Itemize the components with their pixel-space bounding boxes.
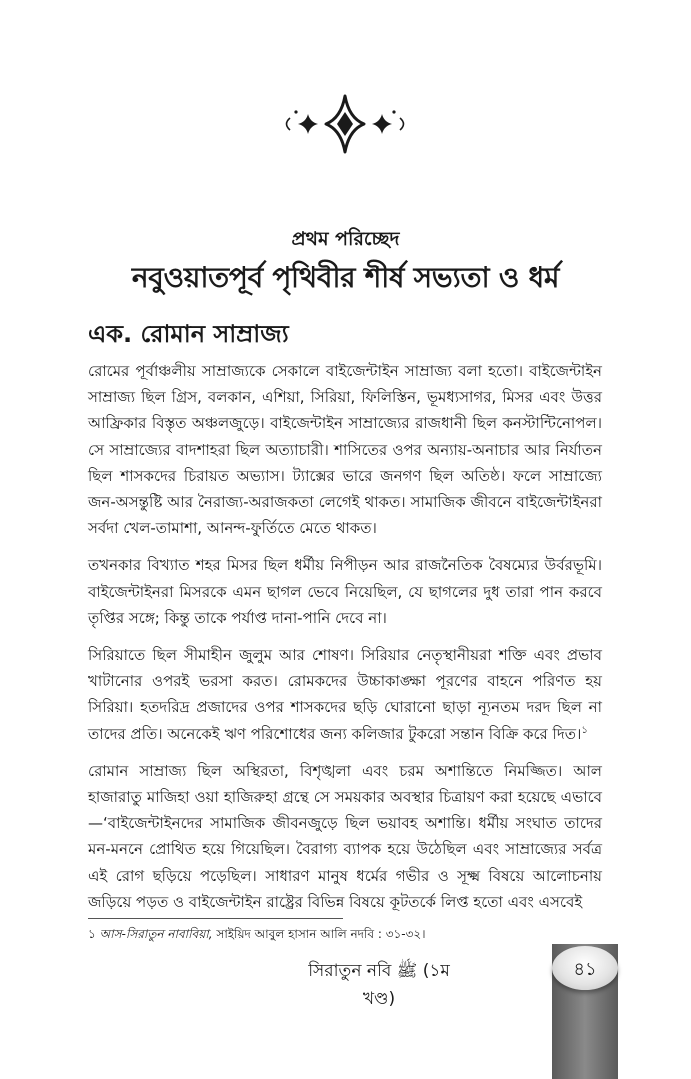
chapter-title: নবুওয়াতপূর্ব পৃথিবীর শীর্ষ সভ্যতা ও ধর্ম <box>131 261 560 294</box>
diamond-ornament-icon <box>270 92 420 156</box>
page-number: ৪১ <box>573 959 597 980</box>
section-heading: এক. রোমান সাম্রাজ্য <box>88 320 289 348</box>
paragraph-1: রোমের পূর্বাঞ্চলীয় সাম্রাজ্যকে সেকালে বাইজেন্টাইন সাম্রাজ্য বলা হতো। বাইজেন্টাইন সাম্রাজ্য ছিল গ্রিস, বলকান, এশিয়া, সিরিয়া, ফিলিস্তিন, ভূমধ্যসাগর, মিসর এবং উত্তর আফ্রিকার বিস্তৃত অঞ্চলজুড়ে। বাইজেন্টাইন সাম্রাজ্যের রাজধানী ছিল কনস্টান্টিনোপল। সে সাম্রাজ্যের বাদশাহরা ছিল অত্যাচারী। শাসিতের ওপর অন্যায়-অনাচার আর নির্যাতন ছিল শাসকদের চিরায়ত অভ্যাস। ট্যাক্সের ভারে জনগণ ছিল অতিষ্ঠ। ফলে সাম্রাজ্যে জন-অসন্তুষ্টি আর নৈরাজ্য-অরাজকতা লেগেই থাকত। সামাজিক জীবনে বাইজেন্টাইনরা সর্বদা খেল-তামাশা, আনন্দ-ফুর্তিতে মেতে থাকত। <box>88 362 602 538</box>
footnote-rest: সাইয়িদ আবুল হাসান আলি নদবি : ৩১-৩২। <box>212 927 426 941</box>
body-text <box>88 358 602 926</box>
chapter-label: প্রথম পরিচ্ছেদ <box>291 228 400 250</box>
footnote-number: ১ <box>88 927 96 941</box>
paragraph-4: রোমান সাম্রাজ্য ছিল অস্থিরতা, বিশৃঙ্খলা এবং চরম অশান্তিতে নিমজ্জিত। আল হাজারাতু মাজিহা ওয়া হাজিরুহা গ্রন্থে সে সময়কার অবস্থার চিত্রায়ণ করা হয়েছে এভাবে—‘বাইজেন্টাইনদের সামাজিক জীবনজুড়ে ছিল ভয়াবহ অশান্তি। ধর্মীয় সংঘাত তাদের মন-মননে প্রোথিত হয়ে গিয়েছিল। বৈরাগ্য ব্যাপক হয়ে উঠেছিল এবং সাম্রাজ্যের সর্বত্র এই রোগ ছড়িয়ে পড়েছিল। সাধারণ মানুষ ধর্মের গভীর ও সূক্ষ্ম বিষয়ে আলোচনায় জড়িয়ে পড়ত ও বাইজেন্টাইন রাষ্ট্রের বিভিন্ন বিষয়ে কূটতর্কে লিপ্ত হতো এবং এসবেই <box>88 761 602 911</box>
paragraph-3 <box>88 642 602 747</box>
footnote <box>88 926 602 946</box>
footnote-marker[interactable]: ১ <box>581 724 588 736</box>
running-footer: সিরাতুন নবি ﷺ (১ম খণ্ড) <box>308 961 450 1009</box>
footnote-divider <box>88 918 343 919</box>
paragraph-3-text: সিরিয়াতে ছিল সীমাহীন জুলুম আর শোষণ। সিরিয়ার নেতৃস্থানীয়রা শক্তি এবং প্রভাব খাটানোর ওপরই ভরসা করত। রোমকদের উচ্চাকাঙ্ক্ষা পূরণের বাহনে পরিণত হয় সিরিয়া। হতদরিদ্র প্রজাদের ওপর শাসকদের ছড়ি ঘোরানো ছাড়া ন্যূনতম দরদ ছিল না তাদের প্রতি। অনেকেই ঋণ পরিশোধের জন্য কলিজার টুকরো সন্তান বিক্রি করে দিত। <box>88 646 602 743</box>
footnote-source: আস-সিরাতুন নাবাবিয়া, <box>99 927 213 941</box>
paragraph-2: তখনকার বিখ্যাত শহর মিসর ছিল ধর্মীয় নিপীড়ন আর রাজনৈতিক বৈষম্যের উর্বরভূমি। বাইজেন্টাইনরা মিসরকে এমন ছাগল ভেবে নিয়েছিল, যে ছাগলের দুধ তারা পান করবে তৃপ্তির সঙ্গে; কিন্তু তাকে পর্যাপ্ত দানা-পানি দেবে না। <box>88 556 602 627</box>
